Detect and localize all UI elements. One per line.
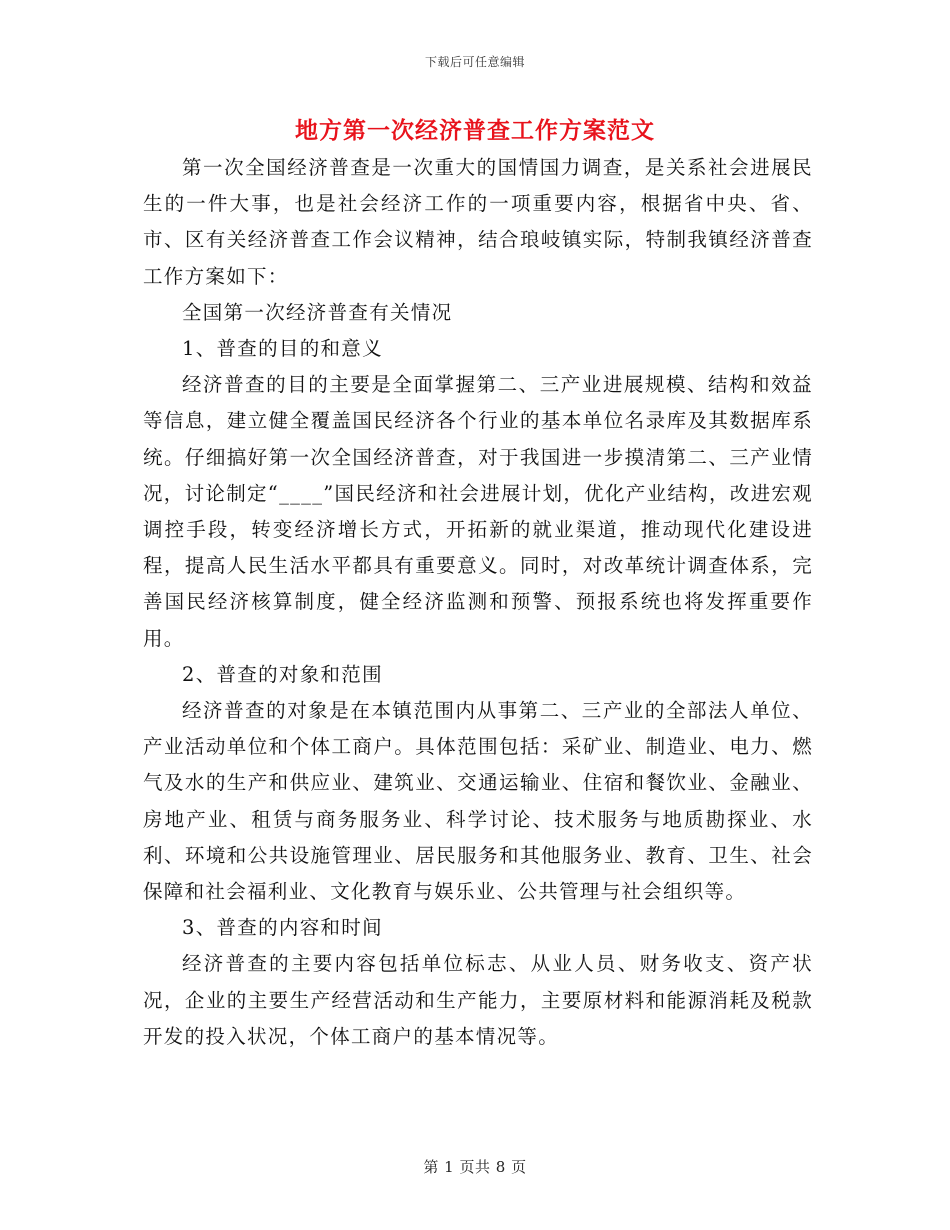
header-note: 下载后可任意编辑 — [424, 55, 525, 69]
document-title: 地方第一次经济普查工作方案范文 — [295, 117, 655, 144]
subsection-heading-scope: 2、普查的对象和范围 — [182, 662, 383, 686]
subsection-heading-content: 3、普查的内容和时间 — [182, 916, 383, 940]
paragraph-scope: 经济普查的对象是在本镇范围内从事第二、三产业的全部法人单位、产业活动单位和个体工商户。具体范围包括：采矿业、制造业、电力、燃气及水的生产和供应业、建筑业、交通运输业、住宿和餐饮业、金融业、房地产业、租赁与商务服务业、科学讨论、技术服务与地质勘探业、水利、环境和公共设施管理业、居民服务和其他服务业、教育、卫生、社会保障和社会福利业、文化教育与娱乐业、公共管理与社会组织等。 — [143, 699, 813, 904]
section-heading: 全国第一次经济普查有关情况 — [182, 300, 453, 324]
paragraph-content: 经济普查的主要内容包括单位标志、从业人员、财务收支、资产状况，企业的主要生产经营活动和生产能力，主要原材料和能源消耗及税款开发的投入状况，个体工商户的基本情况等。 — [143, 952, 813, 1048]
paragraph-purpose: 经济普查的目的主要是全面掌握第二、三产业进展规模、结构和效益等信息，建立健全覆盖国民经济各个行业的基本单位名录库及其数据库系统。仔细搞好第一次全国经济普查，对于我国进一步摸清第二、三产业情况，讨论制定“____”国民经济和社会进展计划，优化产业结构，改进宏观调控手段，转变经济增长方式，开拓新的就业渠道，推动现代化建设进程，提高人民生活水平都具有重要意义。同时，对改革统计调查体系，完善国民经济核算制度，健全经济监测和预警、预报系统也将发挥重要作用。 — [143, 373, 813, 650]
page-number: 第 1 页共 8 页 — [423, 1158, 527, 1176]
paragraph-intro: 第一次全国经济普查是一次重大的国情国力调查，是关系社会进展民生的一件大事，也是社会经济工作的一项重要内容，根据省中央、省、市、区有关经济普查工作会议精神，结合琅岐镇实际，特制我镇经济普查工作方案如下： — [143, 156, 813, 288]
subsection-heading-purpose: 1、普查的目的和意义 — [182, 337, 383, 361]
document-body — [143, 150, 813, 1055]
